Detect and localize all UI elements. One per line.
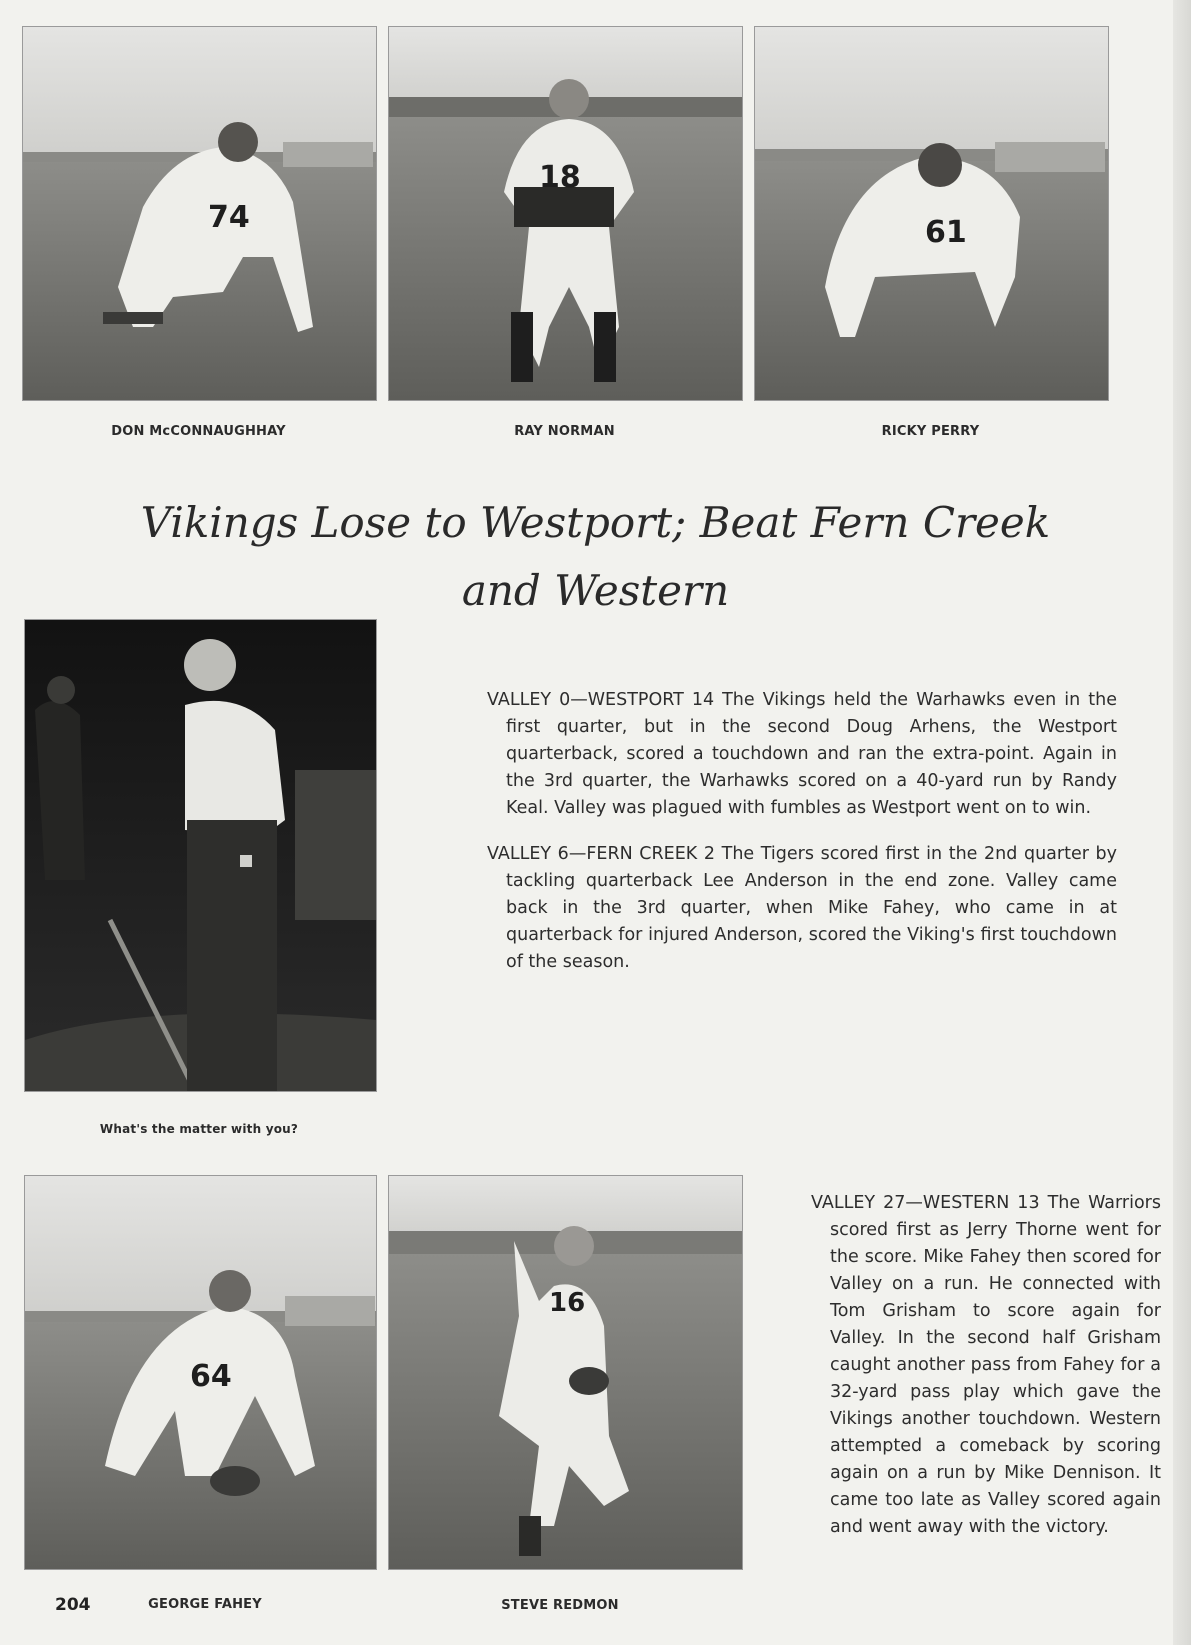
photo-player-2 xyxy=(388,26,743,401)
photo-player-3 xyxy=(754,26,1109,401)
jersey-number-18: 18 xyxy=(539,160,581,195)
story-fern-creek: VALLEY 6—FERN CREEK 2 The Tigers scored first in the 2nd quarter by tackling quarterback Lee Anderson in the end zone. Valley came back in the 3rd quarter, when Mike Fahey, who came in at quarterback for injured Anderson, scored the Viking's first touchdown of the season. xyxy=(487,844,1117,972)
story-block-western xyxy=(811,1190,1161,1541)
jersey-number-61: 61 xyxy=(925,215,967,250)
caption-player-5: STEVE REDMON xyxy=(501,1598,619,1613)
caption-player-3: RICKY PERRY xyxy=(881,424,980,439)
caption-player-4: GEORGE FAHEY xyxy=(148,1597,262,1612)
story-block-main xyxy=(487,687,1117,976)
caption-player-1: DON McCONNAUGHHAY xyxy=(111,424,286,439)
headline-line-1: Vikings Lose to Westport; Beat Fern Creek xyxy=(140,498,1051,547)
page-edge-shadow xyxy=(1173,0,1191,1645)
jersey-number-16: 16 xyxy=(549,1288,586,1318)
story-westport: VALLEY 0—WESTPORT 14 The Vikings held the Warhawks even in the first quarter, but in the second Doug Arhens, the Westport quarterback, scored a touchdown and ran the extra-point. Again in the 3rd quarter, the Warhawks scored on a 40-yard run by Randy Keal. Valley was plagued with fumbles as Westport went on to win. xyxy=(487,690,1117,818)
photo-player-1 xyxy=(22,26,377,401)
page-number: 204 xyxy=(55,1595,91,1615)
jersey-number-64: 64 xyxy=(190,1359,232,1394)
photo-coach xyxy=(24,619,377,1092)
story-western: VALLEY 27—WESTERN 13 The Warriors scored first as Jerry Thorne went for the score. Mike Fahey then scored for Valley on a run. He connected with Tom Grisham to score again for Valley. In the second half Grisham caught another pass from Fahey for a 32-yard pass play which gave the Vikings another touchdown. Western attempted a comeback by scoring again on a run by Mike Dennison. It came too late as Valley scored again and went away with the victory. xyxy=(811,1193,1161,1537)
caption-player-2: RAY NORMAN xyxy=(514,424,615,439)
jersey-number-74: 74 xyxy=(208,200,250,235)
caption-coach: What's the matter with you? xyxy=(99,1122,299,1136)
photo-player-4 xyxy=(24,1175,377,1570)
photo-player-5 xyxy=(388,1175,743,1570)
headline-line-2: and Western xyxy=(461,566,730,615)
